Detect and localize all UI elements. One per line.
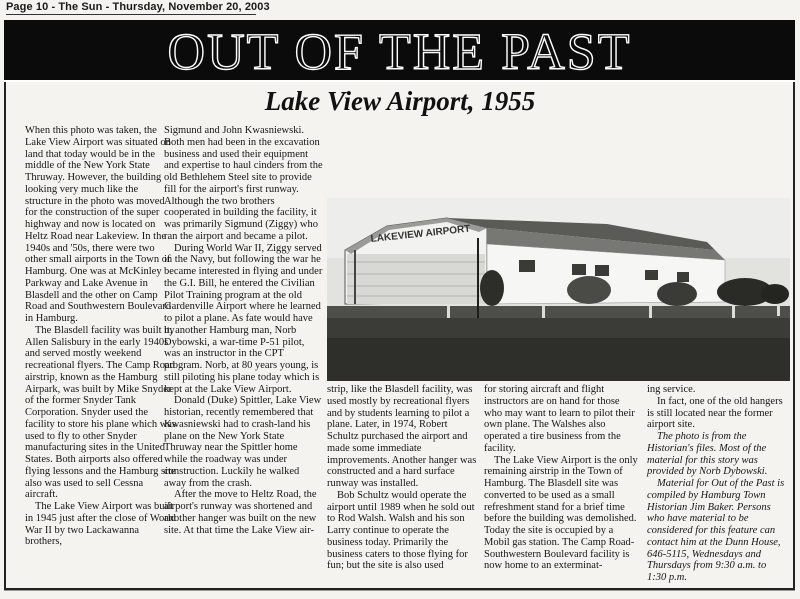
page-header-underline — [6, 14, 256, 15]
text-column-5 — [647, 384, 787, 584]
text-column-2 — [164, 125, 323, 536]
page-header-text: Page 10 - The Sun - Thursday, November 20, 2003 — [6, 1, 270, 13]
hangar-sign: LAKEVIEW AIRPORT — [370, 223, 471, 245]
paragraph: The Lake View Airport is the only remaining airstrip in the Town of Hamburg. The Blasdell site was converted to be used as a small refreshment stand for a brief time before the building was demolished. Today the site is occupied by a Mobil gas station. The Camp Road-Southwestern Boulevard facility is now home to an exterminat- — [484, 454, 638, 572]
section-title: OUT OF THE PAST — [167, 24, 632, 81]
bottom-rule — [4, 590, 795, 591]
paragraph: In fact, one of the old hangers is still located near the former airport site. — [647, 395, 783, 431]
contact-note: Material for Out of the Past is compiled by Hamburg Town Historian Jim Baker. Persons who have material to be considered for this feature can contact him at the Dunn House, 646-5115, Wednesdays and Thursdays from 9:30 a.m. to 1:30 p.m. — [647, 478, 785, 583]
paragraph: Sigmund and John Kwasniewski. Both men had been in the excavation business and used their equipment and expertise to haul cinders from the old Bethlehem Steel site to provide fill for the airport's first runway. Although the two brothers cooperated in building the facility, it was primarily Sigmund (Ziggy) who ran the airport and became a pilot. — [164, 125, 323, 242]
photo-credit-note: The photo is from the Historian's files. Most of the material for this story was provided by Norb Dybowski. — [647, 431, 768, 478]
page-header — [6, 1, 270, 15]
article-headline: Lake View Airport, 1955 — [264, 86, 536, 116]
paragraph: During World War II, Ziggy served in the Navy, but following the war he became interested in flying and under the G.I. Bill, he entered the Civilian Pilot Training program at the old Gardenville Airport where he learned to pilot a plane. As fate would have it, another Hamburg man, Norb Dybowski, a war-time P-51 pilot, was an instructor in the CPT program. Norb, at 80 years young, is still piloting his plane today which is kept at the Lake View Airport. — [164, 242, 323, 395]
section-banner — [4, 20, 795, 82]
paragraph: The Blasdell facility was built by Allen Salisbury in the early 1940s and served mostly weekend recreational flyers. The Camp Road airstrip, known as the Hamburg Airpark, was built by Mike Snyder of the former Snyder Tank Corporation. Snyder used the facility to store his plane which was used to fly to other Snyder manufacturing sites in the United States. Both airports also offered flying lessons and the Hamburg site also was used to sell Cessna aircraft. — [25, 324, 177, 501]
paragraph: When this photo was taken, the Lake View Airport was situated on land that today would be in the middle of the New York State Thruway. However, the building looking very much like the structure in the photo was moved for the construction of the super highway and now is located on Heltz Road near Lakeview. In the 1940s and '50s, there were two other small airports in the Town of Hamburg. One was at McKinley Parkway and Lake Avenue in Blasdell and the other on Camp Road and Southwestern Boulevard in Hamburg. — [25, 125, 172, 324]
paragraph: strip, like the Blasdell facility, was used mostly by recreational flyers and by students learning to pilot a plane. Later, in 1974, Robert Schultz purchased the airport and made some immediate improvements. Another hanger was constructed and a hard surface runway was installed. — [327, 384, 477, 489]
paragraph: Donald (Duke) Spittler, Lake View historian, recently remembered that Kwasniewski had to crash-land his plane on the New York State Thruway near the Spittler home while the roadway was under construction. Luckily he walked away from the crash. — [164, 395, 322, 489]
paragraph: ing service. — [647, 384, 696, 395]
paragraph: Bob Schultz would operate the airport until 1989 when he sold out to Rod Walsh. Walsh and his son Larry continue to operate the business today. Primarily the business caters to those flying for fun; but the site is also used — [327, 489, 475, 572]
paragraph: After the move to Heltz Road, the airport's runway was shortened and another hanger was built on the new site. At that time the Lake View air- — [164, 489, 317, 536]
text-column-1 — [25, 125, 177, 548]
airport-photo — [327, 198, 790, 381]
text-column-3 — [327, 384, 478, 572]
paragraph: for storing aircraft and flight instructors are on hand for those who may want to learn to pilot their own plane. The Walshes also operated a tire business from the facility. — [484, 384, 635, 454]
text-column-4 — [484, 384, 640, 572]
paragraph: The Lake View Airport was built in 1945 just after the close of World War II by two Lackawanna brothers, — [25, 501, 176, 548]
